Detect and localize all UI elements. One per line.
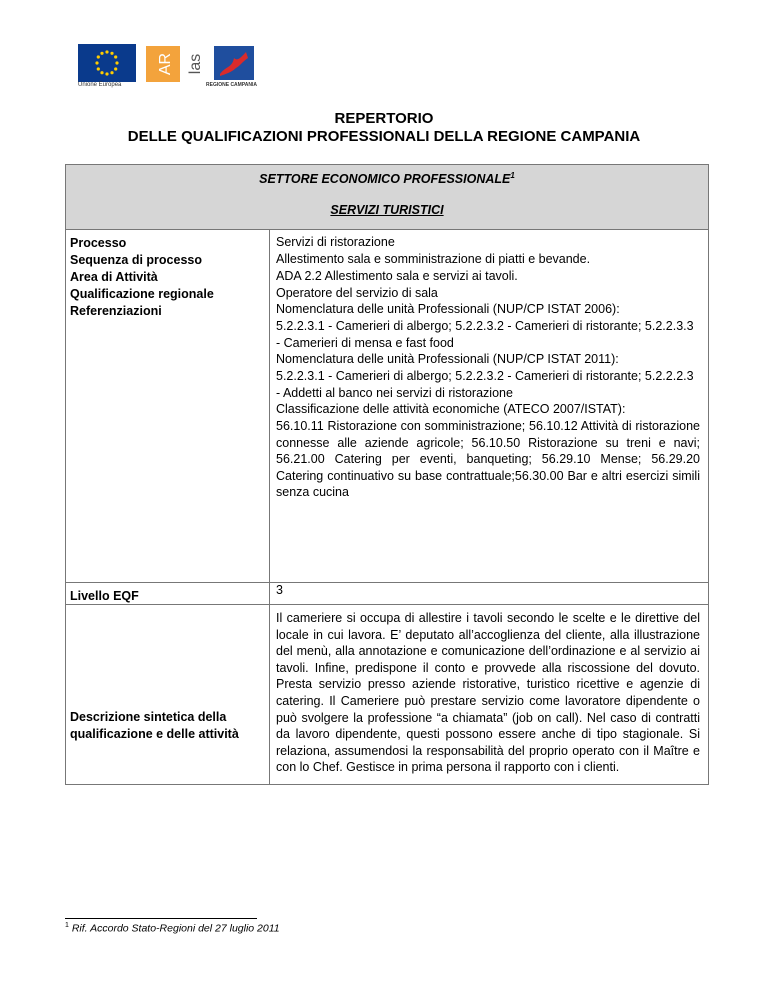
label-qualificazione: Qualificazione regionale <box>70 287 214 301</box>
label-sequenza: Sequenza di processo <box>70 253 202 267</box>
value-ateco-title: Classificazione delle attività economiche (ATECO 2007/ISTAT): <box>276 402 626 416</box>
eu-flag-logo <box>78 44 136 82</box>
footnote-separator <box>65 918 257 919</box>
value-area: ADA 2.2 Allestimento sala e servizi ai tavoli. <box>276 269 518 283</box>
sector-heading <box>66 171 708 186</box>
row-divider <box>66 582 269 583</box>
footnote-ref: 1 <box>510 171 515 180</box>
value-processo: Servizi di ristorazione <box>276 235 395 249</box>
label-descrizione-2: qualificazione e delle attività <box>70 727 239 741</box>
value-sequenza: Allestimento sala e somministrazione di piatti e bevande. <box>276 252 591 266</box>
regione-label: REGIONE CAMPANIA <box>206 82 258 88</box>
value-ref-2011-title: Nomenclatura delle unità Professionali (NUP/CP ISTAT 2011): <box>276 352 619 366</box>
footnote <box>65 922 280 935</box>
footnote-number: 1 <box>65 922 69 929</box>
document-title-line2: DELLE QUALIFICAZIONI PROFESSIONALI DELLA REGIONE CAMPANIA <box>127 128 641 145</box>
value-ref-2006-title: Nomenclatura delle unità Professionali (NUP/CP ISTAT 2006): <box>276 302 620 316</box>
row-divider <box>270 604 708 605</box>
arlas-logo <box>146 44 208 84</box>
value-ateco-body: 56.10.11 Ristorazione con somministrazione; 56.10.12 Attività di ristorazione connesse alle aziende agricole; 56.10.50 Ristorazione su treni e navi; 56.21.00 Catering per eventi, banqueting; 56.29.10 Mense; 56.29.20 Catering continuativo su base contrattuale;56.30.00 Bar e altri esercizi simili senza cucina <box>276 419 700 500</box>
svg-text:las: las <box>187 53 204 75</box>
value-qualificazione: Operatore del servizio di sala <box>276 286 438 300</box>
sector-header <box>66 165 708 230</box>
sector-label: SETTORE ECONOMICO PROFESSIONALE <box>259 172 511 187</box>
footnote-text: Rif. Accordo Stato-Regioni del 27 luglio 2011 <box>71 922 280 935</box>
label-area: Area di Attività <box>70 270 158 284</box>
value-livello: 3 <box>276 583 283 597</box>
label-processo: Processo <box>70 236 127 250</box>
values-column <box>270 230 708 784</box>
document-title-line1: REPERTORIO <box>334 110 434 127</box>
sector-value: SERVIZI TURISTICI <box>330 203 444 217</box>
row-divider <box>66 604 269 605</box>
label-referenziazioni: Referenziazioni <box>70 304 162 318</box>
eu-label: Unione Europea <box>78 82 122 88</box>
svg-text:AR: AR <box>157 52 174 76</box>
labels-column <box>66 230 270 784</box>
value-descrizione: Il cameriere si occupa di allestire i tavoli secondo le scelte e le direttive del locale in cui lavora. E’ deputato all’accoglienza del cliente, alla illustrazione del menù, alla annotazione e comunicazione dell’ordinazione e al servizio ai tavoli. Infine, predispone il conto e provvede alla riscossione del dovuto. Presta servizio presso aziende ristorative, turistico ricettive e agenzie di catering. Il Cameriere può prestare servizio come lavoratore dipendente o può svolgere la professione “a chiamata” (job on call). Nel caso di contratti da lavoro dipendente, questi possono essere anche di tipo stagionale. Si relaziona, assumendosi la responsabilità del proprio operato con il Maître e con lo Chef. Gestisce in prima persona il rapporto con i clienti. <box>276 611 700 775</box>
value-ref-2011-body: 5.2.2.3.1 - Camerieri di albergo; 5.2.2.3.2 - Camerieri di ristorante; 5.2.2.2.3 - Addetti al banco nei servizi di ristorazione <box>276 369 694 400</box>
label-descrizione-1: Descrizione sintetica della <box>70 710 227 724</box>
label-livello: Livello EQF <box>70 589 139 603</box>
value-ref-2006-body: 5.2.2.3.1 - Camerieri di albergo; 5.2.2.3.2 - Camerieri di ristorante; 5.2.2.3.3 - Camerieri di mensa e fast food <box>276 319 694 350</box>
table-body <box>66 230 708 784</box>
qualification-table <box>65 164 709 785</box>
